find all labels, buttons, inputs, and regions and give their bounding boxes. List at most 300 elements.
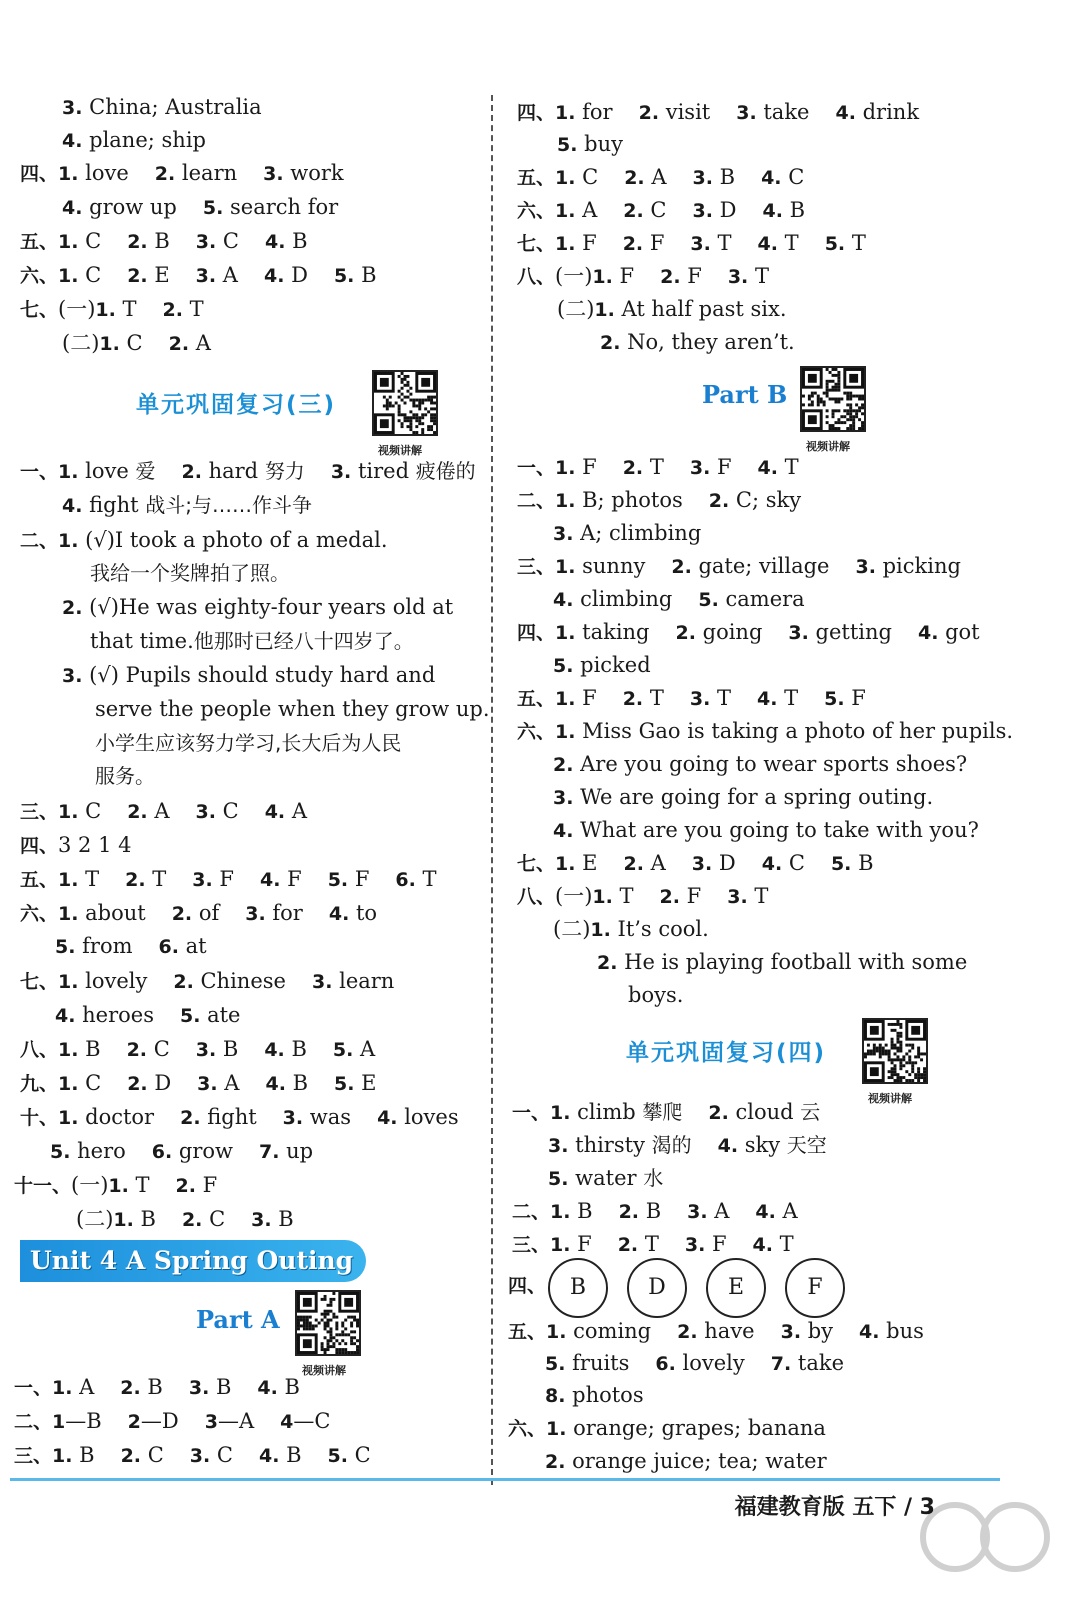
answer-line (95, 694, 490, 724)
answer-text: C (202, 1207, 226, 1231)
answer-text: (二) (62, 331, 100, 355)
answer-line (517, 848, 874, 879)
item-number: 九、1. (20, 1073, 79, 1095)
item-number: 七、1. (517, 853, 576, 875)
answer-text: (二) (557, 297, 595, 321)
answer-text: fruits (565, 1351, 630, 1375)
answer-text: A (217, 1071, 240, 1095)
item-number: 四、 (20, 835, 59, 857)
answer-text: 渴的 (651, 1133, 692, 1157)
answer-text: (一) (555, 884, 593, 908)
answer-line (62, 125, 206, 156)
answer-text: A (216, 263, 238, 287)
item-number: 五、1. (508, 1321, 567, 1343)
item-number: 2. (127, 231, 148, 253)
answer-text: for (265, 901, 303, 925)
item-number: 3. (689, 457, 711, 479)
answer-text: B (133, 1207, 156, 1231)
item-number: 2. (659, 886, 680, 908)
answer-line (20, 525, 388, 556)
answer-text: What are you going to take with you? (573, 818, 979, 842)
answer-text: B (72, 1443, 95, 1467)
item-number: 1. (592, 266, 613, 288)
answer-text: F (570, 1232, 592, 1256)
answer-text: T (115, 297, 137, 321)
answer-line (517, 683, 866, 714)
answer-text: drink (855, 100, 920, 124)
answer-text: heroes (75, 1003, 154, 1027)
answer-line (553, 584, 805, 615)
answer-text: —D (140, 1409, 179, 1433)
answer-text: B (209, 1375, 232, 1399)
item-number: 2. (708, 1102, 729, 1124)
item-number: 7. (770, 1353, 792, 1375)
item-number: 3. (855, 556, 876, 578)
item-number: 1. (113, 1209, 134, 1231)
item-number: 2. (622, 457, 644, 479)
answer-line (62, 592, 453, 623)
answer-text: (√)I took a photo of a medal. (78, 528, 388, 552)
answer-text: D (712, 198, 737, 222)
answer-text: A; climbing (573, 521, 702, 545)
answer-line (508, 1270, 546, 1301)
item-number: 六、1. (517, 200, 576, 222)
qr-label: 视频讲解 (302, 1364, 346, 1377)
answer-line (20, 966, 394, 997)
qr-code-icon[interactable] (862, 1018, 928, 1084)
item-number: 4. (377, 1107, 398, 1129)
item-number: 4. (328, 903, 350, 925)
answer-line (62, 328, 211, 359)
answer-text: A (707, 1199, 730, 1223)
answer-text: C (147, 1037, 170, 1061)
answer-text: love (78, 161, 129, 185)
answer-text: getting (808, 620, 892, 644)
answer-text: B (285, 1071, 309, 1095)
item-number: 3. (311, 971, 333, 993)
answer-text: B (279, 1443, 302, 1467)
item-number: 六、1. (508, 1418, 567, 1440)
answer-circle: E (706, 1258, 766, 1318)
answer-text: about (78, 901, 146, 925)
answer-line (508, 1413, 826, 1444)
answer-text: love (78, 459, 136, 483)
answer-text: 他那时已经八十四岁了。 (193, 629, 414, 653)
answer-text: A (72, 1375, 95, 1399)
item-number: 三、1. (512, 1234, 571, 1256)
item-number: 4. (755, 1201, 776, 1223)
item-number: 8. (545, 1385, 566, 1407)
answer-line (517, 97, 919, 128)
item-number: 3. (553, 523, 574, 545)
item-number: 4. (62, 197, 83, 219)
answer-line (553, 650, 651, 681)
answer-text: picked (573, 653, 651, 677)
answer-text: visit (659, 100, 711, 124)
item-number: 六、1. (517, 721, 576, 743)
answer-text: for (575, 100, 613, 124)
answer-line (62, 660, 435, 691)
answer-text: T (778, 231, 799, 255)
answer-text: C (210, 1443, 233, 1467)
item-number: 四、1. (517, 102, 576, 124)
answer-line (548, 1163, 663, 1194)
item-number: 八、1. (20, 1039, 79, 1061)
answer-text: climb (570, 1100, 643, 1124)
answer-text: lovely (78, 969, 148, 993)
answer-text: F (280, 867, 302, 891)
item-number: 3. (192, 869, 213, 891)
answer-text: C (78, 799, 102, 823)
item-number: 5. (830, 853, 852, 875)
answer-text: from (75, 934, 133, 958)
item-number: 5. (202, 197, 224, 219)
answer-text: fight (82, 493, 146, 517)
answer-text: 攀爬 (642, 1100, 683, 1124)
answer-text: E (147, 263, 170, 287)
answer-line (14, 1372, 300, 1403)
item-number: 3. (62, 97, 83, 119)
item-number: 2. (125, 869, 146, 891)
answer-circle: B (548, 1258, 608, 1318)
answer-text: A (285, 799, 307, 823)
item-number: 4. (62, 495, 83, 517)
item-number: 2. (622, 233, 644, 255)
answer-text: C (78, 1071, 102, 1095)
answer-text: B (712, 165, 736, 189)
answer-text: loves (397, 1105, 459, 1129)
answer-line (20, 1034, 375, 1065)
answer-text: —C (293, 1409, 331, 1433)
answer-text: T (612, 884, 634, 908)
item-number: 6. (151, 1141, 173, 1163)
item-number: 4. (835, 102, 856, 124)
answer-text: T (778, 455, 799, 479)
answer-line (557, 294, 787, 325)
answer-text: T (183, 297, 204, 321)
footer-rule (10, 1478, 1000, 1481)
item-number: 4. (859, 1321, 880, 1343)
answer-line (76, 1204, 294, 1235)
item-number: 2. (127, 265, 148, 287)
answer-text: have (697, 1319, 755, 1343)
item-number: 3. (197, 1073, 218, 1095)
answer-line (62, 92, 262, 123)
answer-text: B (284, 1037, 307, 1061)
item-number: 5. (557, 134, 578, 156)
item-number: 3. (62, 665, 83, 687)
answer-text: by (801, 1319, 834, 1343)
answer-text: B (851, 851, 874, 875)
answer-line (20, 294, 204, 325)
answer-text: water (568, 1166, 644, 1190)
answer-text: learn (175, 161, 238, 185)
item-number: 1. (590, 919, 611, 941)
answer-text: B (354, 263, 377, 287)
item-number: 七、 (20, 299, 59, 321)
item-number: 三、1. (517, 556, 576, 578)
answer-text: serve the people when they grow up. (95, 697, 490, 721)
answer-line (512, 1196, 798, 1227)
answer-text: No, they aren’t. (620, 330, 795, 354)
answer-text: plane; ship (82, 128, 206, 152)
answer-text: A (189, 331, 211, 355)
answer-text: F (196, 1173, 218, 1197)
answer-line (20, 1068, 377, 1099)
item-number: 3. (687, 1201, 708, 1223)
item-number: 2. (175, 1175, 196, 1197)
answer-line (553, 815, 979, 846)
qr-label: 视频讲解 (806, 440, 850, 453)
item-number: 2. (180, 1107, 201, 1129)
item-number: 七、1. (20, 971, 79, 993)
answer-line (548, 1130, 827, 1161)
answer-text: hero (70, 1139, 126, 1163)
answer-text: camera (718, 587, 805, 611)
answer-text: 水 (643, 1166, 664, 1190)
item-number: 3. (690, 233, 711, 255)
answer-text: B (216, 1037, 239, 1061)
answer-text: A (147, 799, 170, 823)
item-number: 2. (617, 1234, 639, 1256)
item-number: 6. (655, 1353, 676, 1375)
item-number: 4. (257, 1377, 278, 1399)
answer-text: up (279, 1139, 314, 1163)
item-number: 5. (545, 1353, 566, 1375)
answer-text: C (216, 229, 239, 253)
qr-code-icon[interactable] (800, 366, 866, 432)
answer-circle: D (627, 1258, 687, 1318)
answer-text: We are going for a spring outing. (573, 785, 934, 809)
answer-line (517, 485, 801, 516)
item-number: 六、1. (20, 903, 79, 925)
item-number: 3. (684, 1234, 706, 1256)
answer-text: T (710, 231, 732, 255)
item-number: 4. (717, 1135, 739, 1157)
qr-code-icon[interactable] (295, 1290, 361, 1356)
item-number: 2. (154, 163, 176, 185)
item-number: 1. (99, 333, 120, 355)
answer-text: T (643, 686, 664, 710)
answer-text: 云 (800, 1100, 821, 1124)
answer-text: (一) (71, 1173, 109, 1197)
item-number: 三、1. (14, 1445, 73, 1467)
answer-line (20, 864, 437, 895)
item-number: 五、1. (517, 167, 576, 189)
item-number: 2. (162, 299, 183, 321)
item-number: 三、1. (20, 801, 79, 823)
item-number: 2. (173, 971, 194, 993)
item-number: 5. (50, 1141, 71, 1163)
item-number: 2. (127, 801, 148, 823)
answer-text: (一) (58, 297, 96, 321)
answer-text: F (612, 264, 635, 288)
item-number: 2. (120, 1377, 141, 1399)
answer-text: doctor (78, 1105, 155, 1129)
answer-text: (√) Pupils should study hard and (82, 663, 436, 687)
answer-text: take (756, 100, 810, 124)
answer-text: C (78, 263, 102, 287)
item-number: 4. (55, 1005, 76, 1027)
answer-text: T (145, 867, 167, 891)
answer-line (62, 490, 312, 521)
answer-text: to (349, 901, 378, 925)
answer-text: 服务。 (95, 764, 155, 788)
part-a-title: Part A (196, 1305, 280, 1334)
item-number: 七、1. (517, 233, 576, 255)
answer-line (517, 617, 980, 648)
item-number: 3. (691, 853, 713, 875)
answer-text: T (643, 455, 664, 479)
item-number: 6. (158, 936, 179, 958)
answer-text: buy (577, 132, 623, 156)
answer-line (95, 728, 401, 758)
item-number: 5. (179, 1005, 201, 1027)
answer-text: T (415, 867, 437, 891)
item-number: 4 (280, 1411, 294, 1433)
answer-line (508, 1316, 924, 1347)
item-number: 5. (824, 688, 845, 710)
answer-text: ate (200, 1003, 241, 1027)
answer-circle: F (785, 1258, 845, 1318)
item-number: 2. (171, 903, 193, 925)
item-number: 六、1. (20, 265, 79, 287)
answer-line (20, 796, 307, 827)
item-number: 2. (660, 266, 681, 288)
item-number: 2. (624, 167, 645, 189)
answer-text: T (78, 867, 100, 891)
answer-text: D (284, 263, 308, 287)
answer-line (553, 782, 933, 813)
answer-text: photos (565, 1383, 644, 1407)
answer-line (517, 881, 768, 912)
item-number: 5. (327, 1445, 348, 1467)
item-number: 3. (548, 1135, 569, 1157)
answer-text: C (119, 331, 143, 355)
answer-text: 我给一个奖牌拍了照。 (90, 561, 290, 585)
answer-text: At half past six. (614, 297, 787, 321)
answer-text: 努力 (264, 459, 305, 483)
answer-text: B (639, 1199, 662, 1223)
item-number: 2. (126, 1039, 148, 1061)
answer-text: C; sky (729, 488, 802, 512)
item-number: 一、1. (512, 1102, 571, 1124)
answer-text: E (354, 1071, 377, 1095)
footer-text: 福建教育版 五下 / 3 (734, 1495, 935, 1520)
item-number: 5. (824, 233, 846, 255)
answer-line (20, 898, 377, 929)
qr-label: 视频讲解 (378, 444, 422, 457)
item-number: 3. (188, 1377, 210, 1399)
item-number: 3. (245, 903, 266, 925)
answer-line (517, 452, 799, 483)
answer-text: F (710, 455, 732, 479)
answer-line (553, 914, 709, 945)
answer-text: B; photos (575, 488, 683, 512)
answer-text: F (643, 231, 665, 255)
answer-line (517, 195, 805, 226)
answer-text: 小学生应该努力学习,长大后为人民 (95, 731, 402, 755)
item-number: 3 (204, 1411, 218, 1433)
answer-line (55, 1000, 240, 1031)
item-number: 一、1. (20, 461, 79, 483)
answer-text: 疲倦的 (415, 459, 476, 483)
answer-text: A (775, 1199, 798, 1223)
item-number: 4. (62, 130, 83, 152)
answer-line (517, 261, 769, 292)
item-number: 3. (788, 622, 809, 644)
answer-text: B (277, 1375, 300, 1399)
qr-code-icon[interactable] (372, 370, 438, 436)
item-number: 5. (548, 1168, 569, 1190)
item-number: 1. (594, 299, 615, 321)
answer-text: —B (65, 1409, 102, 1433)
item-number: 5. (334, 1073, 355, 1095)
answer-text: work (283, 161, 344, 185)
item-number: 3. (727, 886, 748, 908)
item-number: 二、1. (517, 490, 576, 512)
answer-line (545, 1348, 844, 1379)
answer-text: lovely (675, 1351, 745, 1375)
item-number: 2. (181, 1209, 203, 1231)
item-number: 2. (600, 332, 621, 354)
item-number: 4. (757, 233, 778, 255)
answer-text: that time. (90, 629, 194, 653)
answer-text: (二) (553, 917, 591, 941)
answer-line (55, 931, 207, 962)
answer-text: at (178, 934, 207, 958)
answer-text: B (570, 1199, 593, 1223)
item-number: 5. (333, 265, 355, 287)
answer-line (517, 228, 866, 259)
answer-text: tired (351, 459, 416, 483)
item-number: 3. (692, 167, 713, 189)
item-number: 5. (553, 655, 574, 677)
answer-line (50, 1136, 313, 1167)
item-number: 3. (195, 265, 217, 287)
answer-text: T (128, 1173, 150, 1197)
answer-text: (√)He was eighty-four years old at (82, 595, 454, 619)
item-number: 五、1. (20, 869, 79, 891)
answer-text: T (638, 1232, 659, 1256)
answer-text: D (147, 1071, 172, 1095)
answer-text: B (78, 1037, 101, 1061)
item-number: 4. (762, 200, 783, 222)
item-number: 4. (264, 1039, 285, 1061)
item-number: 五、1. (517, 688, 576, 710)
answer-text: sunny (575, 554, 646, 578)
item-number: 2. (623, 200, 644, 222)
answer-text: take (791, 1351, 845, 1375)
item-number: 4. (264, 231, 286, 253)
answer-text: Miss Gao is taking a photo of her pupils. (575, 719, 1014, 743)
answer-text: B (140, 1375, 163, 1399)
item-number: 2. (618, 1201, 640, 1223)
answer-text: A (643, 851, 666, 875)
item-number: 4. (264, 801, 286, 823)
item-number: 2. (623, 853, 644, 875)
answer-line (20, 830, 132, 861)
answer-line (517, 716, 1013, 747)
answer-line (628, 980, 683, 1010)
item-number: 5. (332, 1039, 354, 1061)
item-number: 4. (761, 853, 783, 875)
answer-text: C (575, 165, 599, 189)
answer-text: —A (217, 1409, 255, 1433)
item-number: 3. (736, 102, 757, 124)
answer-text: Chinese (193, 969, 286, 993)
answer-text: China; Australia (82, 95, 262, 119)
